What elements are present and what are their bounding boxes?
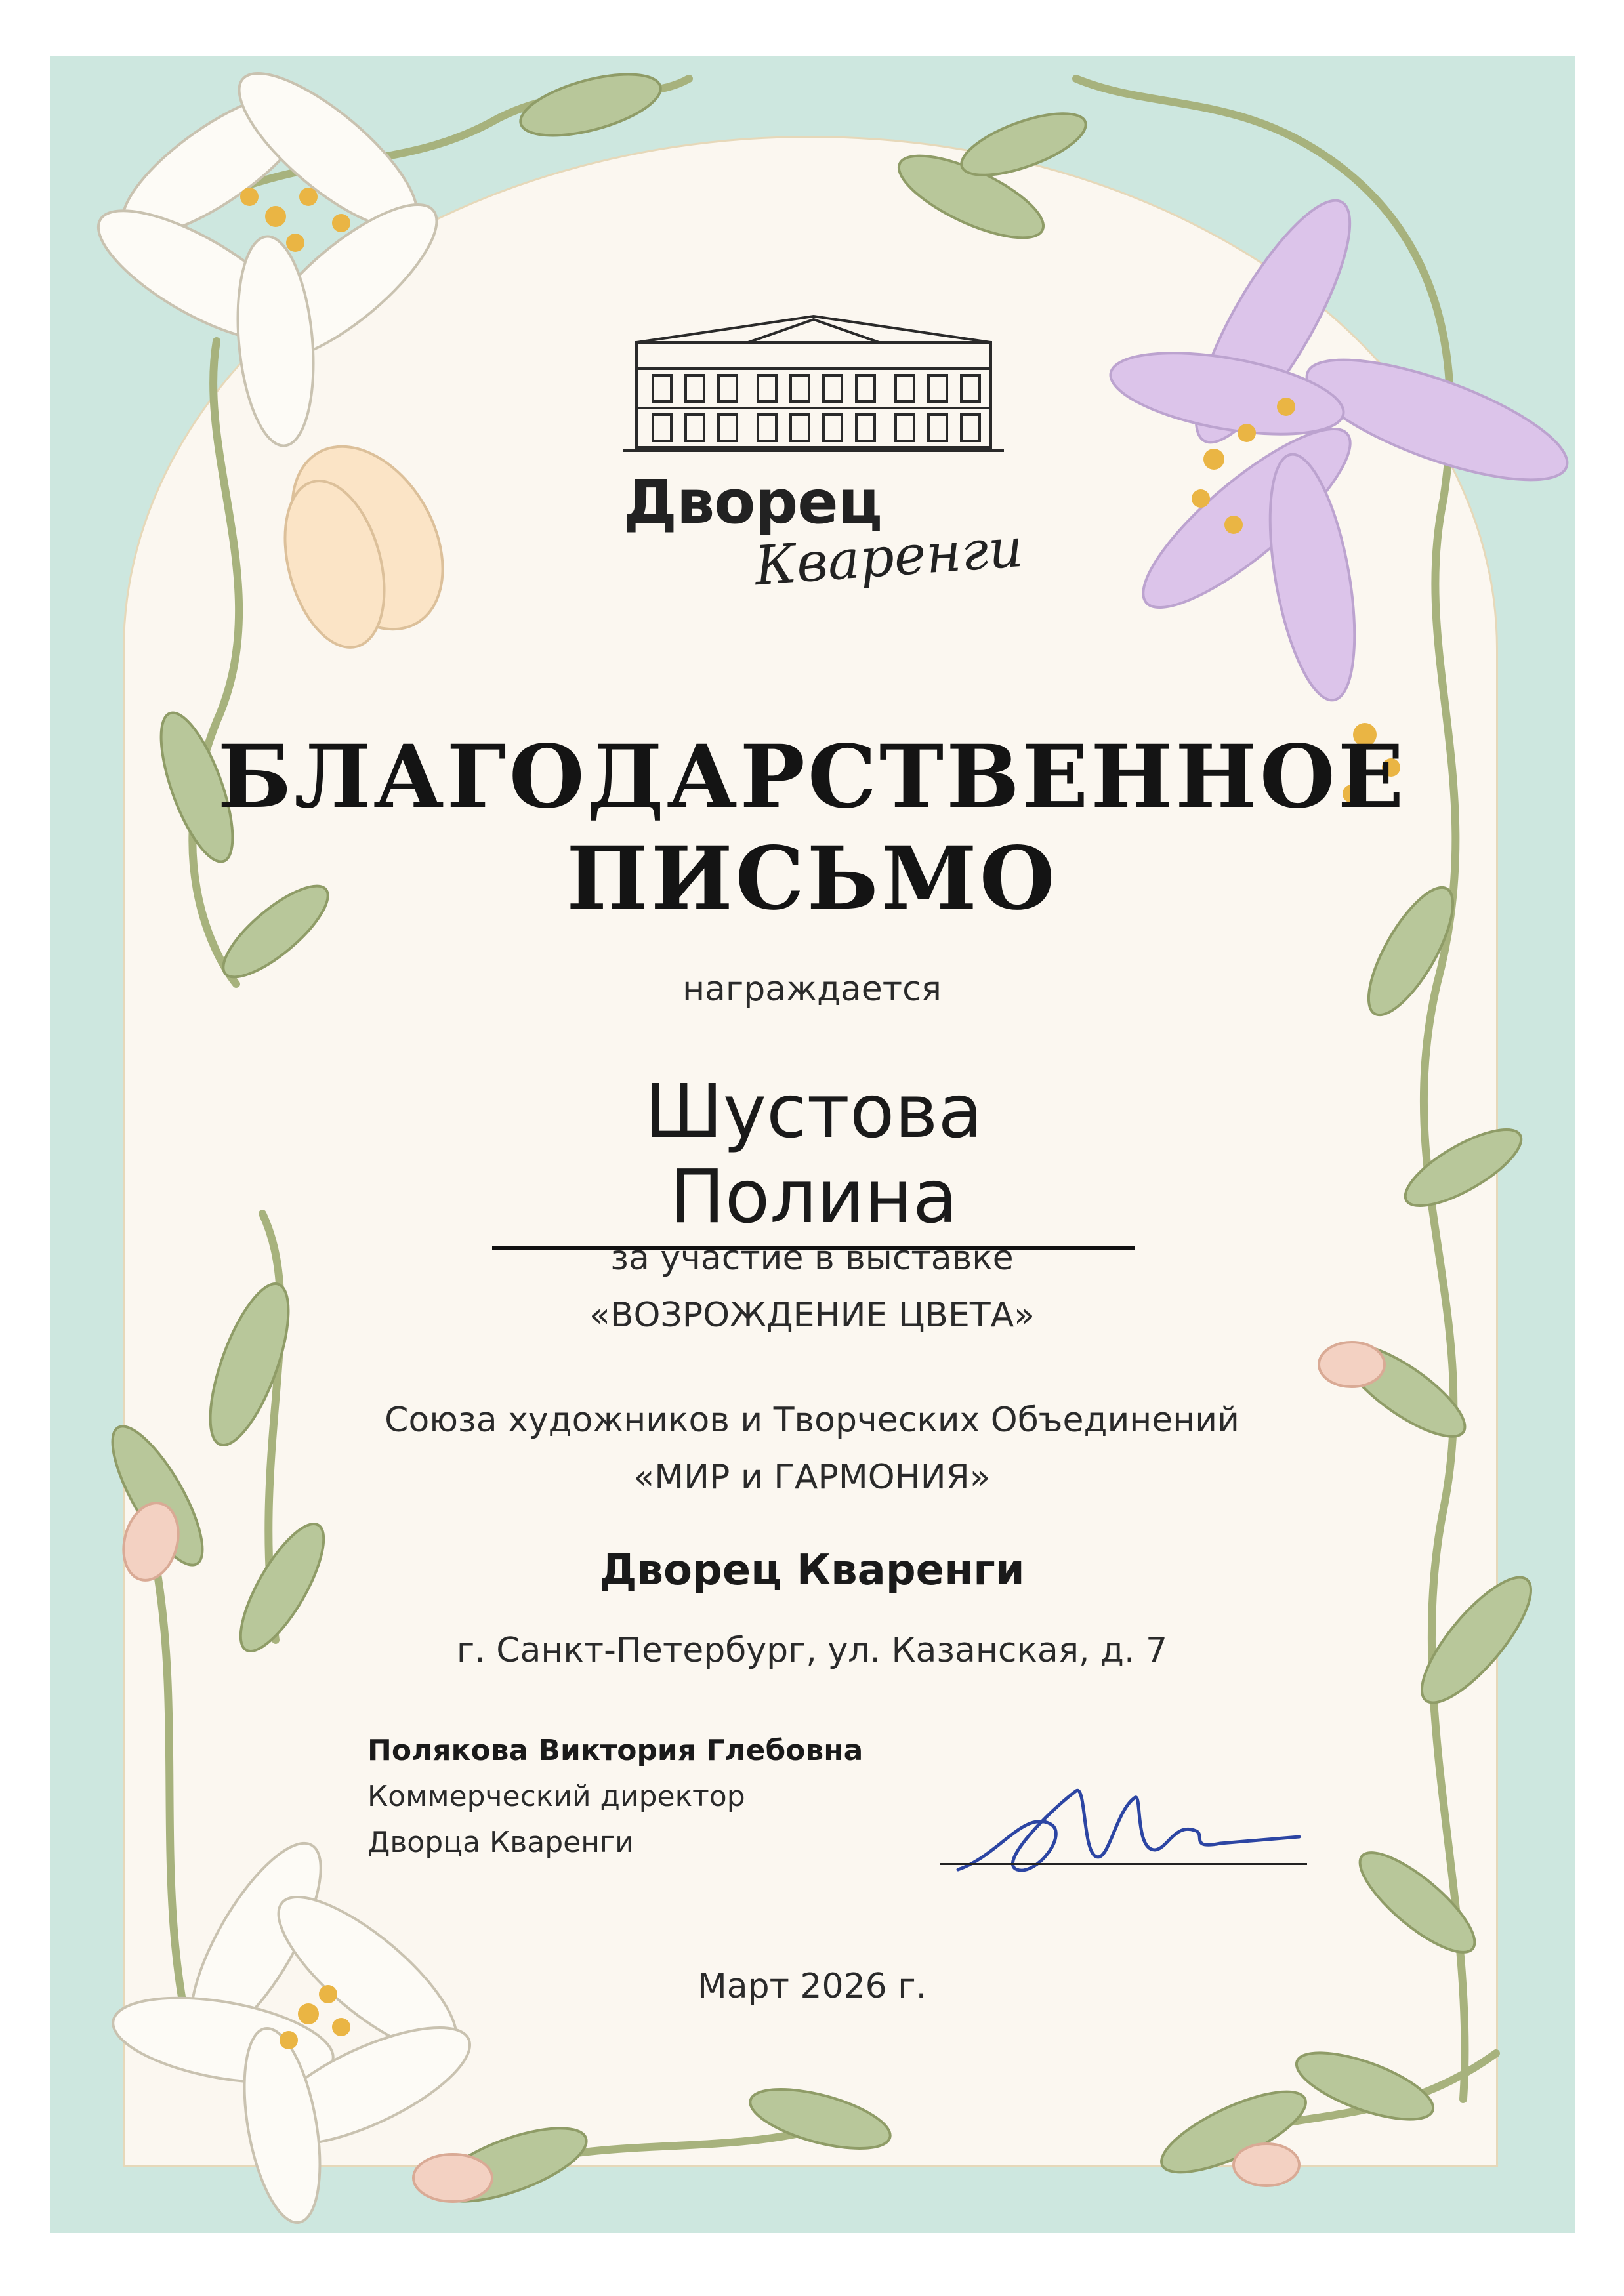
signature-line <box>940 1863 1307 1865</box>
palace-building-icon <box>617 303 1010 461</box>
logo-word-kvarenghi: Кваренги <box>753 516 1026 598</box>
signatory-position-2: Дворца Кваренги <box>367 1826 634 1859</box>
union-line-1: Союза художников и Творческих Объединений <box>385 1401 1239 1440</box>
issue-date: Март 2026 г. <box>697 1967 927 2006</box>
handwritten-signature <box>945 1771 1312 1889</box>
exhibition-title: «ВОЗРОЖДЕНИЕ ЦВЕТА» <box>589 1296 1035 1335</box>
signatory-block <box>367 1728 863 1866</box>
title-line-2: ПИСЬМО <box>566 828 1058 930</box>
reason-text: за участие в выставке <box>610 1239 1014 1278</box>
signatory-position-1: Коммерческий директор <box>367 1780 745 1813</box>
venue-name: Дворец Кваренги <box>599 1546 1025 1595</box>
title-line-1: БЛАГОДАРСТВЕННОЕ <box>217 726 1407 828</box>
signatory-name: Полякова Виктория Глебовна <box>367 1734 864 1767</box>
logo-word-dvorets: Дворец <box>623 467 882 537</box>
recipient-name: Шустова Полина <box>492 1069 1135 1250</box>
venue-address: г. Санкт-Петербург, ул. Казанская, д. 7 <box>456 1631 1168 1670</box>
palace-logo <box>617 303 1026 605</box>
union-line-2: «МИР и ГАРМОНИЯ» <box>633 1458 991 1497</box>
awarded-label: награждается <box>682 970 942 1009</box>
